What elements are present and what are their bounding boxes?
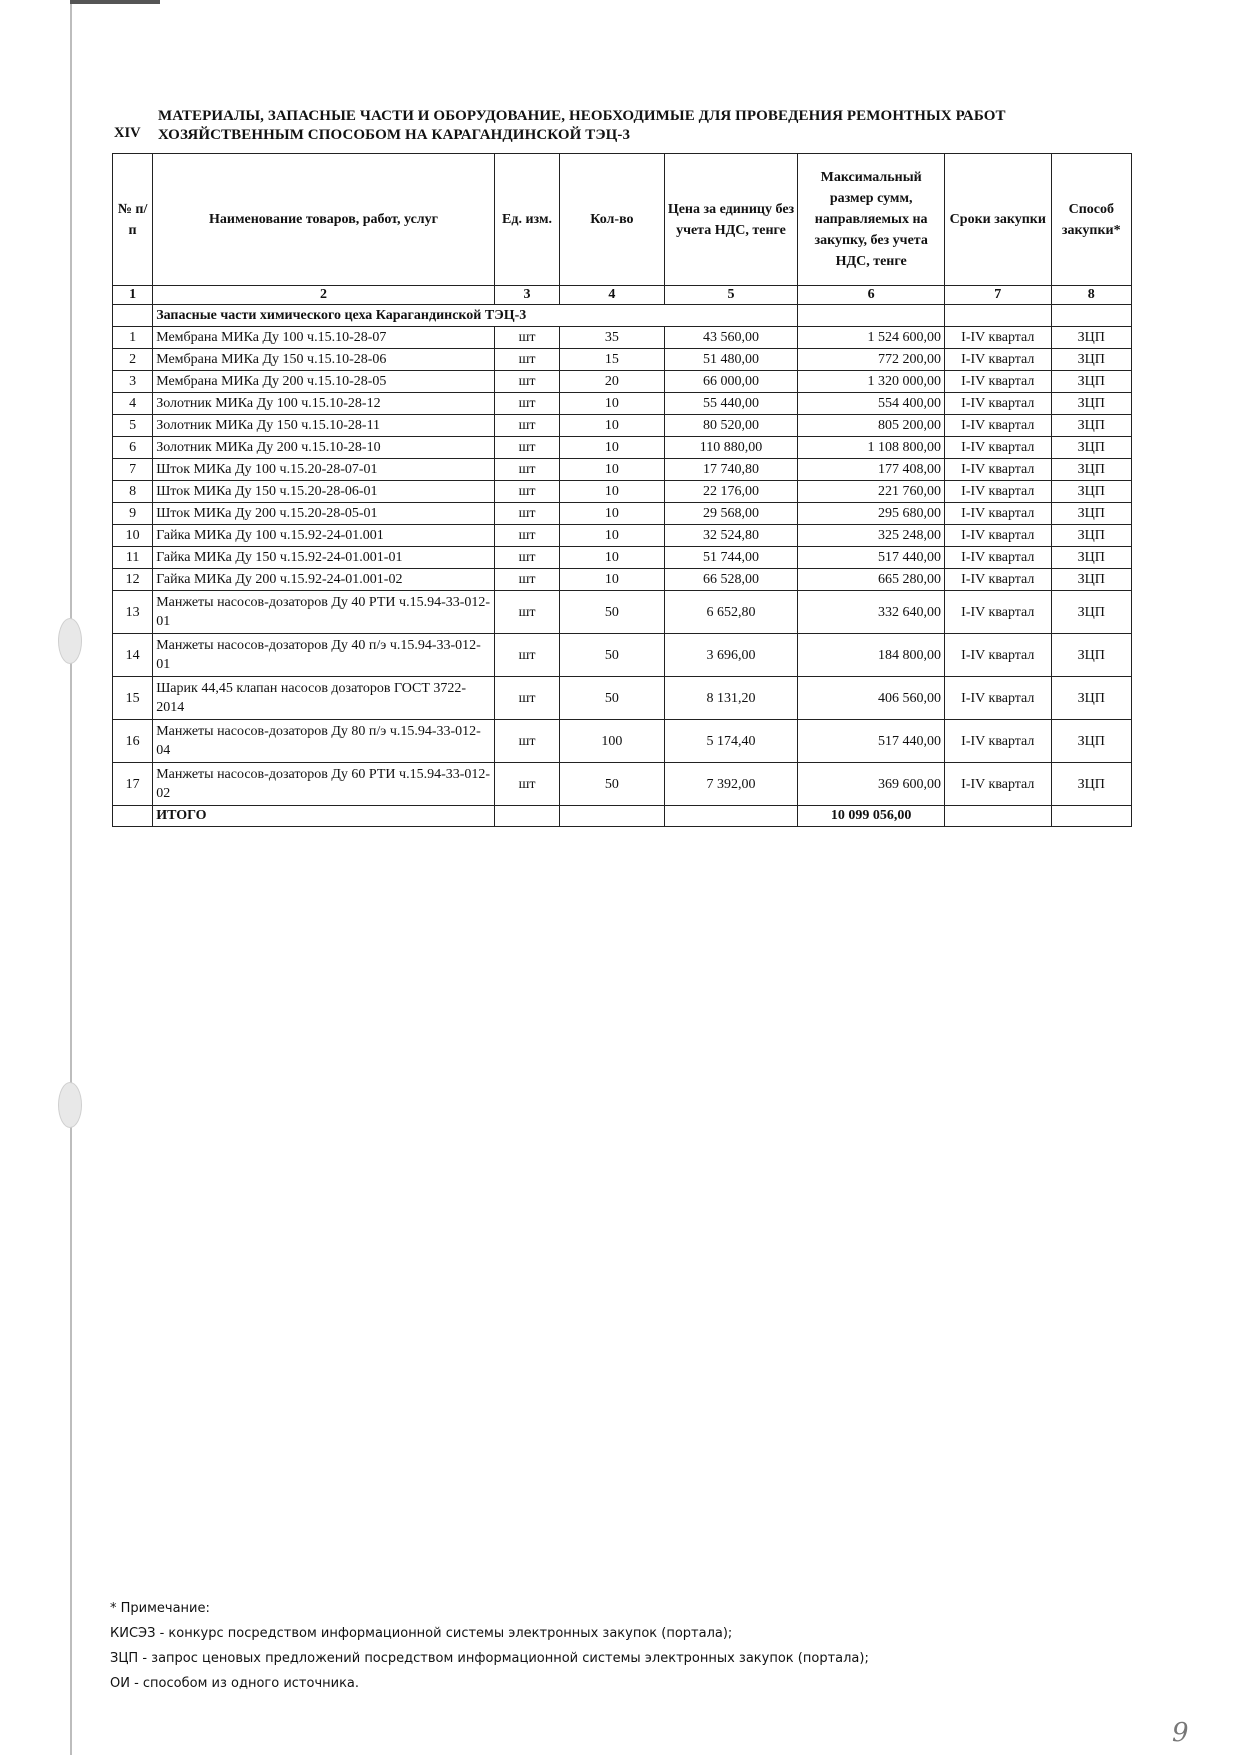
cell-sum: 184 800,00 (798, 634, 945, 677)
cell-name: Шток МИКа Ду 100 ч.15.20-28-07-01 (153, 459, 495, 481)
total-sum: 10 099 056,00 (798, 806, 945, 827)
cell-sum: 1 320 000,00 (798, 371, 945, 393)
header-cell: Цена за единицу без учета НДС, тенге (664, 154, 798, 286)
cell-sum: 665 280,00 (798, 569, 945, 591)
footnote-line: КИСЭЗ - конкурс посредством информационной системы электронных закупок (портала); (110, 1626, 733, 1641)
cell-term: I-IV квартал (945, 393, 1052, 415)
cell-price: 43 560,00 (664, 327, 798, 349)
cell-term: I-IV квартал (945, 763, 1052, 806)
cell-sum: 805 200,00 (798, 415, 945, 437)
cell-price: 66 528,00 (664, 569, 798, 591)
cell-term: I-IV квартал (945, 459, 1052, 481)
cell-unit: шт (494, 503, 559, 525)
cell-name: Манжеты насосов-дозаторов Ду 80 п/э ч.15.94-33-012-04 (153, 720, 495, 763)
header-cell: Способ закупки* (1051, 154, 1131, 286)
cell-n: 7 (113, 459, 153, 481)
table-row (113, 349, 1132, 371)
cell-method: ЗЦП (1051, 569, 1131, 591)
cell-price: 32 524,80 (664, 525, 798, 547)
cell-sum: 772 200,00 (798, 349, 945, 371)
cell-n: 15 (113, 677, 153, 720)
cell-term: I-IV квартал (945, 591, 1052, 634)
cell-unit: шт (494, 677, 559, 720)
table-row (113, 547, 1132, 569)
cell-term: I-IV квартал (945, 437, 1052, 459)
cell-qty: 10 (560, 547, 665, 569)
column-number: 1 (113, 286, 153, 305)
cell-n: 3 (113, 371, 153, 393)
cell-unit: шт (494, 481, 559, 503)
punch-hole (58, 618, 82, 664)
section-number: XIV (114, 125, 141, 141)
punch-hole (58, 1082, 82, 1128)
cell-sum: 369 600,00 (798, 763, 945, 806)
cell-name: Золотник МИКа Ду 200 ч.15.10-28-10 (153, 437, 495, 459)
cell-name: Золотник МИКа Ду 150 ч.15.10-28-11 (153, 415, 495, 437)
column-number: 3 (494, 286, 559, 305)
cell-sum: 517 440,00 (798, 720, 945, 763)
section-label-row (113, 305, 1132, 327)
cell-qty: 10 (560, 525, 665, 547)
cell-qty: 50 (560, 591, 665, 634)
cell-method: ЗЦП (1051, 393, 1131, 415)
table-row (113, 393, 1132, 415)
cell-name: Золотник МИКа Ду 100 ч.15.10-28-12 (153, 393, 495, 415)
cell-name: Гайка МИКа Ду 100 ч.15.92-24-01.001 (153, 525, 495, 547)
cell-qty: 20 (560, 371, 665, 393)
cell-price: 80 520,00 (664, 415, 798, 437)
cell-term: I-IV квартал (945, 634, 1052, 677)
cell-name: Шток МИКа Ду 200 ч.15.20-28-05-01 (153, 503, 495, 525)
cell-method: ЗЦП (1051, 371, 1131, 393)
cell-price: 7 392,00 (664, 763, 798, 806)
cell-qty: 10 (560, 569, 665, 591)
cell-sum: 221 760,00 (798, 481, 945, 503)
cell-sum: 406 560,00 (798, 677, 945, 720)
cell-term: I-IV квартал (945, 327, 1052, 349)
header-cell: Кол-во (560, 154, 665, 286)
cell-price: 8 131,20 (664, 677, 798, 720)
cell-name: Шарик 44,45 клапан насосов дозаторов ГОСТ 3722-2014 (153, 677, 495, 720)
cell-method: ЗЦП (1051, 547, 1131, 569)
cell-method: ЗЦП (1051, 503, 1131, 525)
cell-unit: шт (494, 327, 559, 349)
cell-name: Мембрана МИКа Ду 200 ч.15.10-28-05 (153, 371, 495, 393)
cell-unit: шт (494, 393, 559, 415)
cell-unit: шт (494, 349, 559, 371)
cell-term: I-IV квартал (945, 547, 1052, 569)
cell-sum: 554 400,00 (798, 393, 945, 415)
header-cell: № п/п (113, 154, 153, 286)
column-number: 5 (664, 286, 798, 305)
cell-price: 5 174,40 (664, 720, 798, 763)
table-row (113, 720, 1132, 763)
footnote-title: * Примечание: (110, 1601, 210, 1616)
cell-qty: 10 (560, 459, 665, 481)
procurement-table (112, 153, 1132, 827)
cell-name: Мембрана МИКа Ду 150 ч.15.10-28-06 (153, 349, 495, 371)
table-row (113, 415, 1132, 437)
cell-unit: шт (494, 415, 559, 437)
cell-term: I-IV квартал (945, 569, 1052, 591)
cell-price: 6 652,80 (664, 591, 798, 634)
table-row (113, 371, 1132, 393)
cell-qty: 50 (560, 763, 665, 806)
table-row (113, 525, 1132, 547)
cell-qty: 50 (560, 634, 665, 677)
cell-term: I-IV квартал (945, 371, 1052, 393)
column-number: 6 (798, 286, 945, 305)
cell-n: 12 (113, 569, 153, 591)
cell-unit: шт (494, 763, 559, 806)
page-edge (70, 0, 72, 1755)
cell-n: 2 (113, 349, 153, 371)
header-cell: Максимальный размер сумм, направляемых на закупку, без учета НДС, тенге (798, 154, 945, 286)
cell-term: I-IV квартал (945, 349, 1052, 371)
cell-qty: 10 (560, 415, 665, 437)
cell-qty: 10 (560, 503, 665, 525)
footnote-line: ОИ - способом из одного источника. (110, 1676, 360, 1691)
table-row (113, 569, 1132, 591)
table-row (113, 503, 1132, 525)
column-number: 8 (1051, 286, 1131, 305)
cell-n: 11 (113, 547, 153, 569)
cell-unit: шт (494, 547, 559, 569)
cell-method: ЗЦП (1051, 437, 1131, 459)
cell-method: ЗЦП (1051, 459, 1131, 481)
cell-unit: шт (494, 459, 559, 481)
cell-price: 17 740,80 (664, 459, 798, 481)
cell-method: ЗЦП (1051, 634, 1131, 677)
column-number: 7 (945, 286, 1052, 305)
cell-n: 14 (113, 634, 153, 677)
cell-method: ЗЦП (1051, 327, 1131, 349)
cell-name: Шток МИКа Ду 150 ч.15.20-28-06-01 (153, 481, 495, 503)
cell-name: Мембрана МИКа Ду 100 ч.15.10-28-07 (153, 327, 495, 349)
cell-term: I-IV квартал (945, 677, 1052, 720)
column-number: 2 (153, 286, 495, 305)
header-row (113, 154, 1132, 286)
table-row (113, 634, 1132, 677)
cell-n: 13 (113, 591, 153, 634)
cell-name: Гайка МИКа Ду 200 ч.15.92-24-01.001-02 (153, 569, 495, 591)
total-row (113, 806, 1132, 827)
cell-term: I-IV квартал (945, 525, 1052, 547)
footnote-line: ЗЦП - запрос ценовых предложений посредством информационной системы электронных закупок (портала); (110, 1651, 869, 1666)
cell-term: I-IV квартал (945, 720, 1052, 763)
table-row (113, 437, 1132, 459)
cell-sum: 177 408,00 (798, 459, 945, 481)
cell-price: 51 480,00 (664, 349, 798, 371)
table-row (113, 677, 1132, 720)
cell-method: ЗЦП (1051, 677, 1131, 720)
cell-n: 4 (113, 393, 153, 415)
total-label: ИТОГО (153, 806, 495, 827)
cell-method: ЗЦП (1051, 349, 1131, 371)
cell-sum: 332 640,00 (798, 591, 945, 634)
cell-unit: шт (494, 525, 559, 547)
cell-method: ЗЦП (1051, 591, 1131, 634)
cell-method: ЗЦП (1051, 481, 1131, 503)
cell-method: ЗЦП (1051, 415, 1131, 437)
table-row (113, 591, 1132, 634)
column-number: 4 (560, 286, 665, 305)
cell-n: 17 (113, 763, 153, 806)
section-label: Запасные части химического цеха Карагандинской ТЭЦ-3 (153, 305, 798, 327)
cell-unit: шт (494, 720, 559, 763)
cell-unit: шт (494, 634, 559, 677)
header-cell: Наименование товаров, работ, услуг (153, 154, 495, 286)
cell-n: 9 (113, 503, 153, 525)
cell-unit: шт (494, 569, 559, 591)
cell-sum: 1 524 600,00 (798, 327, 945, 349)
cell-sum: 1 108 800,00 (798, 437, 945, 459)
footnote (110, 1596, 869, 1696)
cell-sum: 295 680,00 (798, 503, 945, 525)
cell-name: Манжеты насосов-дозаторов Ду 60 РТИ ч.15.94-33-012-02 (153, 763, 495, 806)
cell-n: 8 (113, 481, 153, 503)
cell-n: 16 (113, 720, 153, 763)
section-title: МАТЕРИАЛЫ, ЗАПАСНЫЕ ЧАСТИ И ОБОРУДОВАНИЕ, НЕОБХОДИМЫЕ ДЛЯ ПРОВЕДЕНИЯ РЕМОНТНЫХ РАБОТ ХОЗЯЙСТВЕННЫМ СПОСОБОМ НА КАРАГАНДИНСКОЙ ТЭЦ-3 (158, 108, 1006, 143)
cell-term: I-IV квартал (945, 415, 1052, 437)
cell-n: 5 (113, 415, 153, 437)
cell-price: 3 696,00 (664, 634, 798, 677)
cell-n: 1 (113, 327, 153, 349)
column-number-row (113, 286, 1132, 305)
cell-sum: 517 440,00 (798, 547, 945, 569)
cell-price: 110 880,00 (664, 437, 798, 459)
cell-sum: 325 248,00 (798, 525, 945, 547)
cell-method: ЗЦП (1051, 525, 1131, 547)
table-row (113, 459, 1132, 481)
cell-term: I-IV квартал (945, 481, 1052, 503)
cell-name: Манжеты насосов-дозаторов Ду 40 РТИ ч.15.94-33-012-01 (153, 591, 495, 634)
cell-n: 10 (113, 525, 153, 547)
cell-qty: 50 (560, 677, 665, 720)
cell-unit: шт (494, 437, 559, 459)
cell-n: 6 (113, 437, 153, 459)
cell-qty: 10 (560, 481, 665, 503)
cell-unit: шт (494, 371, 559, 393)
cell-qty: 10 (560, 393, 665, 415)
cell-qty: 10 (560, 437, 665, 459)
header-cell: Ед. изм. (494, 154, 559, 286)
cell-qty: 100 (560, 720, 665, 763)
staple-mark (70, 0, 160, 4)
table-row (113, 763, 1132, 806)
cell-name: Гайка МИКа Ду 150 ч.15.92-24-01.001-01 (153, 547, 495, 569)
cell-price: 22 176,00 (664, 481, 798, 503)
cell-price: 66 000,00 (664, 371, 798, 393)
cell-method: ЗЦП (1051, 720, 1131, 763)
cell-method: ЗЦП (1051, 763, 1131, 806)
cell-price: 29 568,00 (664, 503, 798, 525)
page-number: 9 (1172, 1718, 1189, 1748)
cell-qty: 15 (560, 349, 665, 371)
table-row (113, 327, 1132, 349)
cell-name: Манжеты насосов-дозаторов Ду 40 п/э ч.15.94-33-012-01 (153, 634, 495, 677)
cell-price: 55 440,00 (664, 393, 798, 415)
table-row (113, 481, 1132, 503)
cell-term: I-IV квартал (945, 503, 1052, 525)
header-cell: Сроки закупки (945, 154, 1052, 286)
cell-qty: 35 (560, 327, 665, 349)
cell-price: 51 744,00 (664, 547, 798, 569)
cell-unit: шт (494, 591, 559, 634)
